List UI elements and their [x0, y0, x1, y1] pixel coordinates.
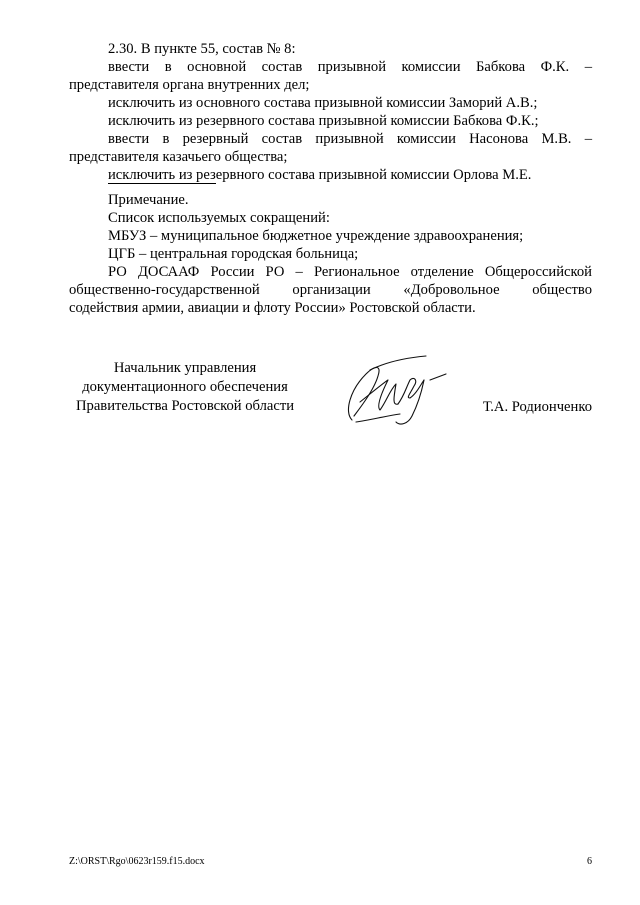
page-number: 6 — [587, 856, 592, 867]
abbreviation-dosaaf-line2: общественно-государственной организации «Добровольное общество — [69, 282, 592, 298]
add-main-line2: представителя органа внутренних дел; — [69, 77, 310, 93]
position-line1: Начальник управления — [113, 360, 257, 376]
footnote-separator — [108, 183, 216, 184]
note-title: Примечание. — [108, 192, 189, 208]
position-line2: документационного обеспечения — [82, 379, 288, 395]
exclude-main: исключить из основного состава призывной комиссии Заморий А.В.; — [108, 95, 538, 111]
exclude-reserve-1: исключить из резервного состава призывной комиссии Бабкова Ф.К.; — [108, 113, 539, 129]
item-heading: 2.30. В пункте 55, состав № 8: — [108, 41, 296, 57]
signer-position — [60, 359, 310, 416]
add-reserve-line2: представителя казачьего общества; — [69, 149, 288, 165]
abbreviations-title: Список используемых сокращений: — [108, 210, 330, 226]
position-line3: Правительства Ростовской области — [75, 398, 295, 414]
exclude-reserve-2: исключить из резервного состава призывной комиссии Орлова М.Е. — [108, 167, 532, 183]
abbreviation-mbuz: МБУЗ – муниципальное бюджетное учреждение здравоохранения; — [108, 228, 524, 244]
signer-name: Т.А. Родионченко — [482, 399, 592, 415]
file-path: Z:\ORST\Rgo\0623r159.f15.docx — [69, 856, 205, 867]
abbreviation-cgb: ЦГБ – центральная городская больница; — [108, 246, 359, 262]
add-main-line1: ввести в основной состав призывной комиссии Бабкова Ф.К. – — [108, 59, 592, 75]
add-reserve-line1: ввести в резервный состав призывной комиссии Насонова М.В. – — [108, 131, 592, 147]
abbreviation-dosaaf-line1: РО ДОСААФ России РО – Региональное отделение Общероссийской — [108, 264, 592, 280]
abbreviation-dosaaf-line3: содействия армии, авиации и флоту России» Ростовской области. — [69, 300, 476, 316]
handwritten-signature — [330, 350, 470, 430]
